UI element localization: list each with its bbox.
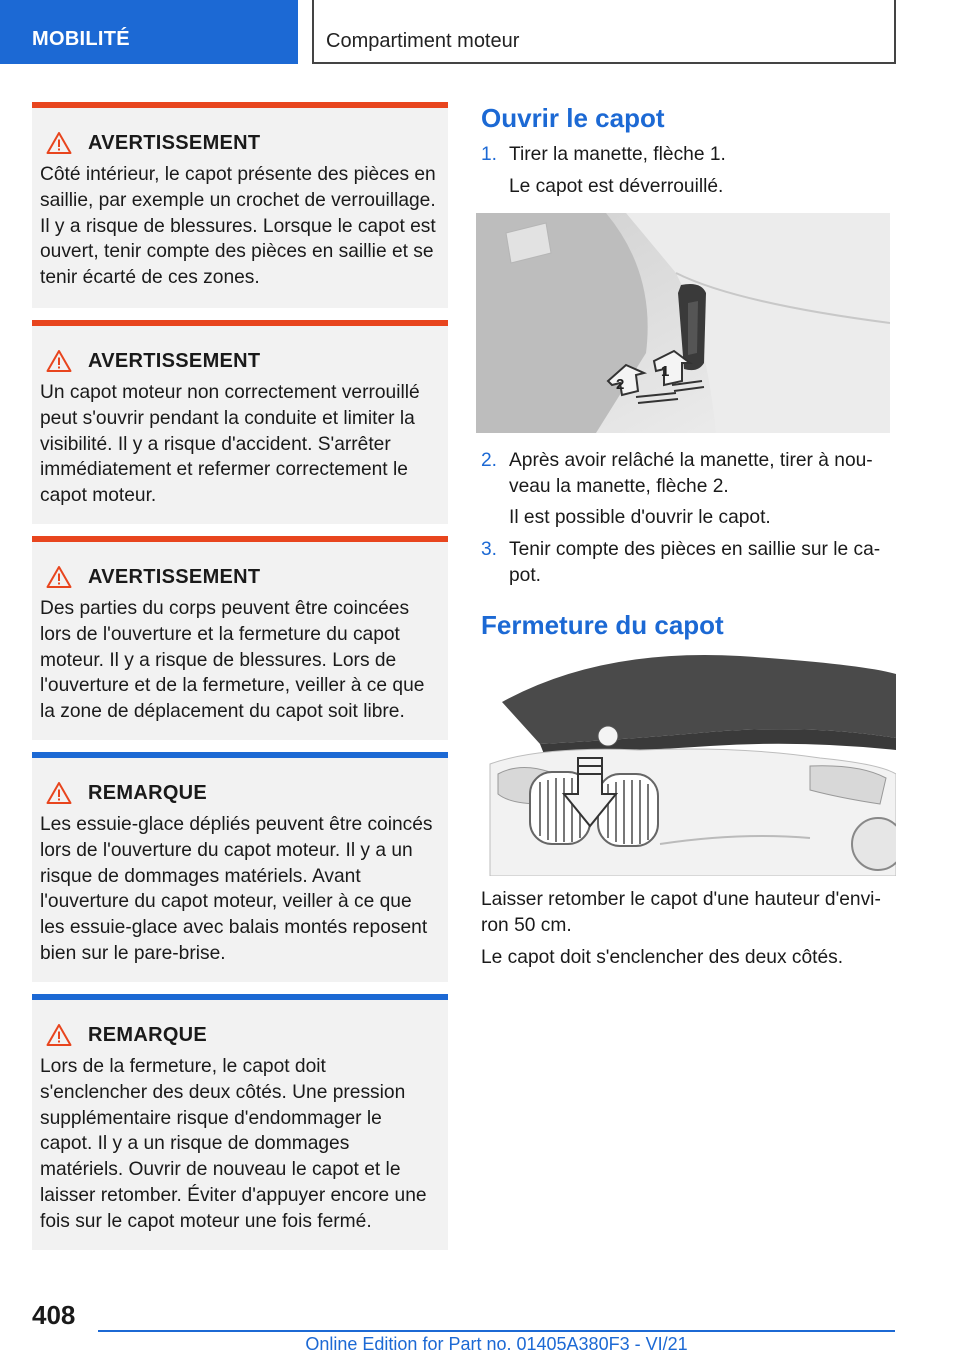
warning-title: AVERTISSEMENT	[88, 565, 261, 588]
warning-box-2	[32, 320, 448, 524]
figure-label-1: 1	[661, 363, 670, 380]
chapter-title: Compartiment moteur	[326, 30, 520, 52]
notice-title: REMARQUE	[88, 1023, 208, 1046]
warning-triangle-icon	[46, 349, 72, 373]
figure-hood-release-lever	[476, 213, 890, 433]
step-2	[481, 448, 896, 500]
step-2-result: Il est possible d'ouvrir le capot.	[509, 507, 771, 528]
step-number: 2.	[481, 450, 498, 471]
footer-divider	[98, 1330, 895, 1332]
step-1-result: Le capot est déverrouillé.	[509, 176, 724, 197]
section-title: MOBILITÉ	[32, 28, 130, 50]
section-tab	[0, 0, 298, 64]
close-paragraph-1: Laisser retomber le capot d'une hauteur d'environ 50 cm.	[481, 889, 881, 936]
heading-close-hood: Fermeture du capot	[481, 610, 724, 640]
warning-title: AVERTISSEMENT	[88, 131, 261, 154]
notice-text: Les essuie-glace dépliés peuvent être coincés lors de l'ouverture du capot moteur. Il y a un risque de dommages matériels. Avant l'ouverture du capot moteur, veiller à ce que les essuie-glace avec balais montés reposent bien sur le pare-brise.	[40, 814, 433, 964]
warning-text: Des parties du corps peuvent être coincées lors de l'ouverture et la fermeture du capot moteur. Il y a risque de blessures. Lors de l'ouverture et de la fermeture, veiller à ce que la zone de déplacement du capot soit libre.	[40, 598, 425, 723]
step-text: Tenir compte des pièces en saillie sur le capot.	[509, 539, 881, 586]
heading-open-hood: Ouvrir le capot	[481, 103, 665, 133]
chapter-header	[312, 0, 896, 64]
warning-triangle-icon	[46, 781, 72, 805]
notice-text: Lors de la fermeture, le capot doit s'enclencher des deux côtés. Une pression supplémentaire risque d'endommager le capot. Il y a un risque de dommages matériels. Ouvrir de nouveau le capot et le laisser retomber. Éviter d'appuyer encore une fois sur le capot moteur une fois fermé.	[40, 1056, 427, 1232]
step-number: 3.	[481, 539, 498, 560]
step-3	[481, 537, 896, 589]
step-number: 1.	[481, 144, 498, 165]
notice-title: REMARQUE	[88, 781, 208, 804]
figure-label-2: 2	[616, 376, 625, 393]
warning-box-1	[32, 102, 448, 308]
warning-text: Un capot moteur non correctement verrouillé peut s'ouvrir pendant la conduite et limiter la visibilité. Il y a risque d'accident. S'arrêter immédiatement et refermer correctement le capot moteur.	[40, 382, 420, 507]
notice-box-2	[32, 994, 448, 1250]
warning-title: AVERTISSEMENT	[88, 349, 261, 372]
notice-box-1	[32, 752, 448, 982]
close-paragraph-2: Le capot doit s'enclencher des deux côtés.	[481, 947, 844, 968]
warning-box-3	[32, 536, 448, 740]
warning-triangle-icon	[46, 131, 72, 155]
step-text: Tirer la manette, flèche 1.	[509, 144, 726, 165]
figure-closing-hood	[480, 654, 896, 876]
warning-text: Côté intérieur, le capot présente des pièces en saillie, par exemple un crochet de verrouillage. Il y a risque de blessures. Lorsque le capot est ouvert, tenir compte des pièces en saillie et se tenir écarté de ces zones.	[40, 164, 436, 289]
page-number: 408	[32, 1300, 76, 1330]
warning-triangle-icon	[46, 1023, 72, 1047]
warning-triangle-icon	[46, 565, 72, 589]
footer-edition: Online Edition for Part no. 01405A380F3 - VI/21	[305, 1334, 688, 1354]
step-text: Après avoir relâché la manette, tirer à nouveau la manette, flèche 2.	[509, 450, 873, 497]
step-1	[481, 142, 896, 168]
